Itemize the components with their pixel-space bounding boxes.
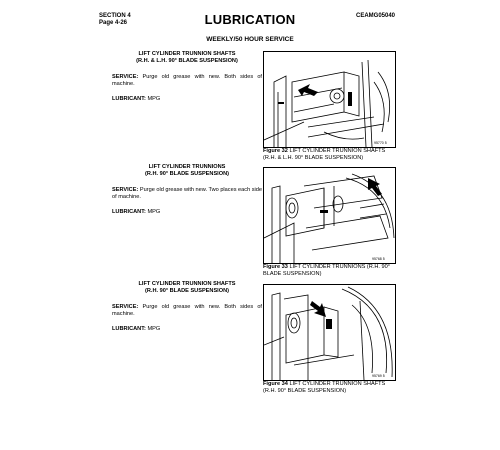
lubricant-label: LUBRICANT: (112, 96, 146, 102)
lubricant-instruction (112, 326, 262, 333)
figure-code: 95768 5 (372, 257, 385, 261)
lubricant-text: MPG (147, 209, 161, 215)
section-heading (112, 281, 262, 295)
figure-code: 95770 5 (374, 141, 387, 145)
figure-code: 95769 5 (372, 374, 385, 378)
figure-label: Figure 32 (263, 148, 288, 154)
lubricant-instruction (112, 96, 262, 103)
section-heading (112, 164, 262, 178)
lubricant-text: MPG (147, 326, 161, 332)
section-heading-line2: (R.H. 90° BLADE SUSPENSION) (145, 288, 229, 294)
service-label: SERVICE: (112, 304, 139, 310)
service-text: Purge old grease with new. Both sides of machine. (112, 304, 262, 317)
figure-32-image (263, 51, 396, 148)
figure-34-caption (263, 381, 398, 394)
lubricant-instruction (112, 209, 262, 216)
page-subtitle: WEEKLY/50 HOUR SERVICE (206, 36, 294, 43)
lubricant-text: MPG (147, 96, 161, 102)
figure-34-image (263, 284, 396, 381)
lube-section-2 (112, 164, 262, 224)
lube-section-3 (112, 281, 262, 341)
page-title: LUBRICATION (204, 12, 296, 27)
service-label: SERVICE: (112, 74, 139, 80)
service-label: SERVICE: (112, 187, 139, 193)
service-instruction (112, 187, 262, 201)
lube-section-1 (112, 51, 262, 111)
document-code: CEAMG05040 (356, 13, 396, 19)
page-number: Page 4-26 (99, 20, 128, 26)
service-text: Purge old grease with new. Both sides of machine. (112, 74, 262, 87)
service-text: Purge old grease with new. Two places each side of machine. (112, 187, 262, 200)
section-heading-line1: LIFT CYLINDER TRUNNION SHAFTS (138, 281, 236, 287)
figure-caption-text: LIFT CYLINDER TRUNNIONS (R.H. 90° BLADE SUSPENSION) (263, 264, 390, 277)
service-instruction (112, 74, 262, 88)
section-heading-line2: (R.H. 90° BLADE SUSPENSION) (145, 171, 229, 177)
section-heading (112, 51, 262, 65)
section-heading-line1: LIFT CYLINDER TRUNNIONS (148, 164, 226, 170)
trunnion-shaft-illustration (264, 285, 395, 380)
trunnion-illustration (264, 168, 395, 263)
figure-32-caption (263, 148, 398, 161)
trunnion-shaft-illustration (264, 52, 395, 147)
service-instruction (112, 304, 262, 318)
figure-label: Figure 33 (263, 264, 288, 270)
section-heading-line1: LIFT CYLINDER TRUNNION SHAFTS (138, 51, 236, 57)
figure-caption-text: LIFT CYLINDER TRUNNION SHAFTS (R.H. & L.H. 90° BLADE SUSPENSION) (263, 148, 386, 161)
figure-33-caption (263, 264, 398, 277)
lubricant-label: LUBRICANT: (112, 326, 146, 332)
figure-caption-text: LIFT CYLINDER TRUNNION SHAFTS (R.H. 90° BLADE SUSPENSION) (263, 381, 386, 394)
section-heading-line2: (R.H. & L.H. 90° BLADE SUSPENSION) (136, 58, 238, 64)
section-number: SECTION 4 (99, 13, 131, 19)
lubricant-label: LUBRICANT: (112, 209, 146, 215)
figure-label: Figure 34 (263, 381, 288, 387)
figure-33-image (263, 167, 396, 264)
